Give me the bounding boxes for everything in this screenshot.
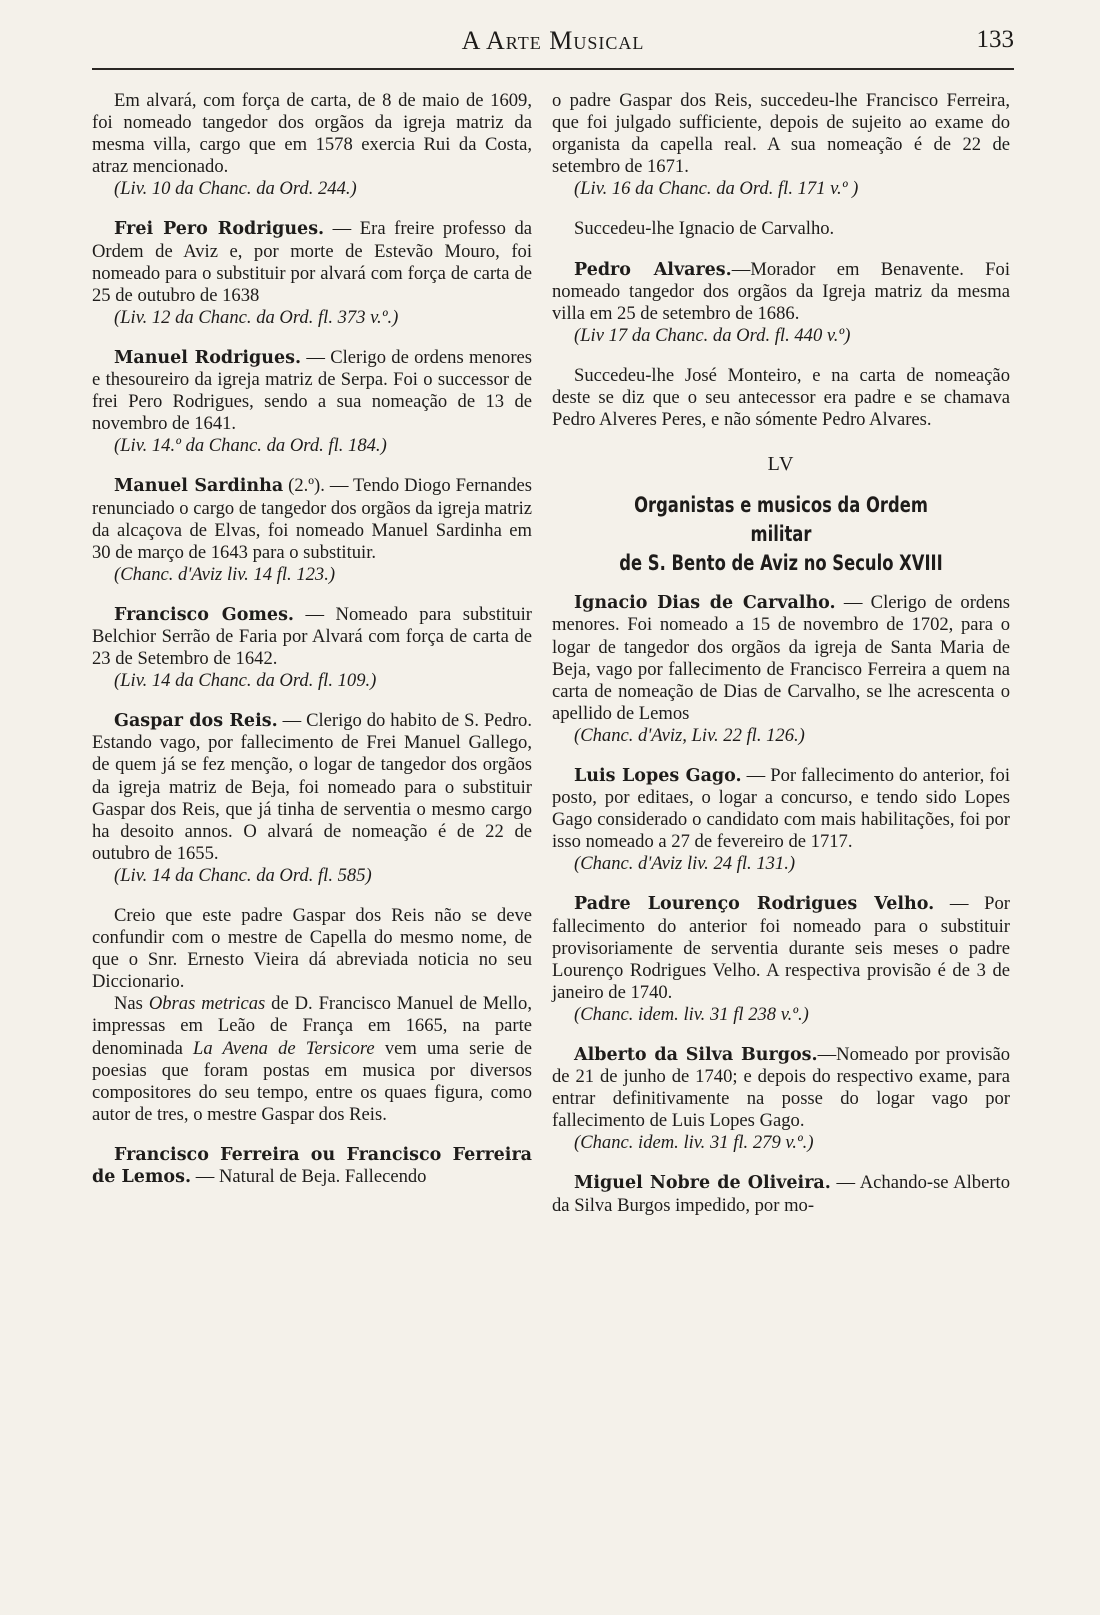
succession-note (552, 365, 1010, 431)
text-run: vem uma serie de poesias que foram postas em musica por diversos compositores do seu tempo, entre os quaes figura, como autor de tres, o mestre Gaspar dos Reis. (92, 1037, 532, 1125)
entry-name: Pedro Alvares. (574, 259, 732, 280)
entry-citation: (Chanc. idem. liv. 31 fl 238 v.º.) (574, 1003, 809, 1025)
entry-text: — Por fallecimento do anterior, foi posto, por editaes, o logar a concurso, e tendo sido Lopes Gago considerado o candidato com mais habilitações, foi por isso nomeado a 27 de fevereiro de 1717. (552, 764, 1010, 853)
entry-citation: (Chanc. d'Aviz liv. 24 fl. 131.) (574, 853, 796, 875)
entry-citation: (Liv. 10 da Chanc. da Ord. 244.) (114, 178, 357, 200)
entry-text: — Natural de Beja. Fallecendo (191, 1166, 427, 1188)
succession-note (552, 218, 1010, 240)
entry-alberto-da-silva-burgos (552, 1044, 1010, 1154)
entry-name: Padre Lourenço Rodrigues Velho. (574, 894, 935, 915)
entry-name: Manuel Sardinha (114, 476, 284, 497)
commentary-paragraph-2 (92, 993, 532, 1126)
entry-text: o padre Gaspar dos Reis, succedeu-lhe Francisco Ferreira, que foi julgado sufficiente, depois de sujeito ao exame do organista da capella real. A sua nomeação é de 22 de setembro de 1671. (552, 90, 1010, 178)
entry-name: Luis Lopes Gago. (574, 765, 742, 786)
section-title-line: de S. Bento de Aviz no Seculo XVIII (619, 551, 943, 576)
entry-citation: (Chanc. d'Aviz, Liv. 22 fl. 126.) (574, 724, 805, 746)
entry-citation: (Liv. 12 da Chanc. da Ord. fl. 373 v.º.) (114, 306, 399, 328)
entry-gaspar-dos-reis (92, 710, 532, 887)
page-header (92, 26, 1014, 64)
entry-lourenco-rodrigues-velho (552, 893, 1010, 1026)
entry-citation: (Chanc. d'Aviz liv. 14 fl. 123.) (114, 563, 336, 585)
entry-citation: (Chanc. idem. liv. 31 fl. 279 v.º.) (574, 1132, 814, 1154)
entry-text: — Achando-se Alberto da Silva Burgos impedido, por mo- (552, 1172, 1010, 1216)
entry-text: — Era freire professo da Ordem de Aviz e, por morte de Estevão Mouro, foi nomeado para o substituir por alvará com força de carta de 25 de outubro de 1638 (92, 218, 532, 306)
entry-manuel-sardinha (92, 475, 532, 585)
entry-name: Frei Pero Rodrigues. (114, 219, 325, 240)
entry-name: Alberto da Silva Burgos. (574, 1045, 818, 1065)
entry-name: Manuel Rodrigues. (114, 347, 302, 368)
entry-luis-lopes-gago (552, 765, 1010, 875)
entry-citation: (Liv 17 da Chanc. da Ord. fl. 440 v.º) (574, 324, 851, 346)
entry-citation: (Liv. 14.º da Chanc. da Ord. fl. 184.) (114, 435, 387, 457)
entry-francisco-gomes (92, 604, 532, 692)
entry-text: — Nomeado para substituir Belchior Serrão de Faria por Alvará com força de carta de 23 de Setembro de 1642. (92, 603, 532, 670)
text-run: Nas (114, 993, 149, 1015)
succession-text: Succedeu-lhe José Monteiro, e na carta de nomeação deste se diz que o seu antecessor era padre e se chamava Pedro Alveres Peres, e não sómente Pedro Alvares. (552, 364, 1010, 431)
entry-name: Francisco Gomes. (114, 604, 295, 625)
text-run: de D. Francisco Manuel de Mello, impressas em Leão de França em 1665, na parte denominada (92, 993, 532, 1059)
section-number: LV (767, 453, 795, 476)
entry-text: —Morador em Benavente. Foi nomeado tangedor dos orgãos da Igreja matriz da mesma villa em 25 de setembro de 1686. (552, 258, 1010, 324)
entry-continuation (92, 90, 532, 200)
italic-title: La Avena de Tersicore (193, 1037, 375, 1059)
entry-name: Gaspar dos Reis. (114, 711, 278, 732)
entry-text: Em alvará, com força de carta, de 8 de maio de 1609, foi nomeado tangedor dos orgãos da igreja matriz da mesma villa, cargo que em 1578 exercia Rui da Costa, atraz mencionado. (92, 90, 532, 178)
left-column (92, 90, 532, 1206)
page-number: 133 (976, 26, 1014, 53)
entry-text: — Clerigo do habito de S. Pedro. Estando vago, por fallecimento de Frei Manuel Gallego, de quem já se fez menção, o logar de tangedor dos orgãos da igreja matriz de Beja, foi nomeado para o substituir Gaspar dos Reis, que já tinha de serventia o mesmo cargo ha desoito annos. O alvará de nomeação é de 22 de outubro de 1655. (92, 710, 532, 864)
entry-miguel-nobre-de-oliveira (552, 1172, 1010, 1216)
entry-text: — Clerigo de ordens menores. Foi nomeado a 15 de novembro de 1702, para o logar de tangedor dos orgãos da igreja de Santa Maria de Beja, vago por fallecimento de Francisco Ferreira a quem na carta de nomeação de Dias de Carvalho, se lhe acrescenta o apellido de Lemos (552, 592, 1010, 724)
entry-name: Ignacio Dias de Carvalho. (574, 593, 836, 614)
section-title-line: Organistas e musicos da Ordem militar (634, 493, 928, 547)
entry-continuation (552, 90, 1010, 200)
entry-name: Francisco Ferreira ou Francisco Ferreira de Lemos. (92, 1144, 532, 1188)
entry-citation: (Liv. 16 da Chanc. da Ord. fl. 171 v.º ) (574, 178, 859, 200)
commentary-paragraph: Creio que este padre Gaspar dos Reis não se deve confundir com o mestre de Capella do mesmo nome, de que o Snr. Ernesto Vieira dá abreviada noticia no seu Diccionario. (92, 905, 532, 993)
entry-citation: (Liv. 14 da Chanc. da Ord. fl. 585) (114, 864, 372, 886)
entry-manuel-rodrigues (92, 347, 532, 457)
entry-ignacio-dias-de-carvalho (552, 592, 1010, 747)
header-rule (92, 68, 1014, 70)
entry-frei-pero-rodrigues (92, 218, 532, 328)
entry-text: (2.º). — Tendo Diogo Fernandes renunciado o cargo de tangedor dos orgãos da igreja matriz da alcaçova de Elvas, foi nomeado Manuel Sardinha em 30 de março de 1643 para o substituir. (92, 475, 532, 563)
entry-pedro-alvares (552, 259, 1010, 347)
entry-text: — Por fallecimento do anterior foi nomeado para o substituir provisoriamente de serventia durante seis meses o padre Lourenço Rodrigues Velho. A respectiva provisão é de 3 de janeiro de 1740. (552, 893, 1010, 1003)
right-column (552, 90, 1010, 1235)
entry-citation: (Liv. 14 da Chanc. da Ord. fl. 109.) (114, 670, 377, 692)
entry-commentary (92, 905, 532, 1126)
entry-francisco-ferreira (92, 1144, 532, 1188)
succession-text: Succedeu-lhe Ignacio de Carvalho. (574, 218, 835, 240)
running-title: A Arte Musical (461, 26, 645, 55)
entry-text: — Clerigo de ordens menores e thesoureiro da igreja matriz de Serpa. Foi o successor de frei Pero Rodrigues, sendo a sua nomeação de 13 de novembro de 1641. (92, 346, 532, 435)
entry-text: —Nomeado por provisão de 21 de junho de 1740; e depois do respectivo exame, para entrar definitivamente na posse do logar vago por fallecimento de Luis Lopes Gago. (552, 1044, 1010, 1132)
italic-title: Obras metricas (148, 993, 266, 1015)
section-title (602, 491, 959, 578)
entry-name: Miguel Nobre de Oliveira. (574, 1173, 831, 1194)
